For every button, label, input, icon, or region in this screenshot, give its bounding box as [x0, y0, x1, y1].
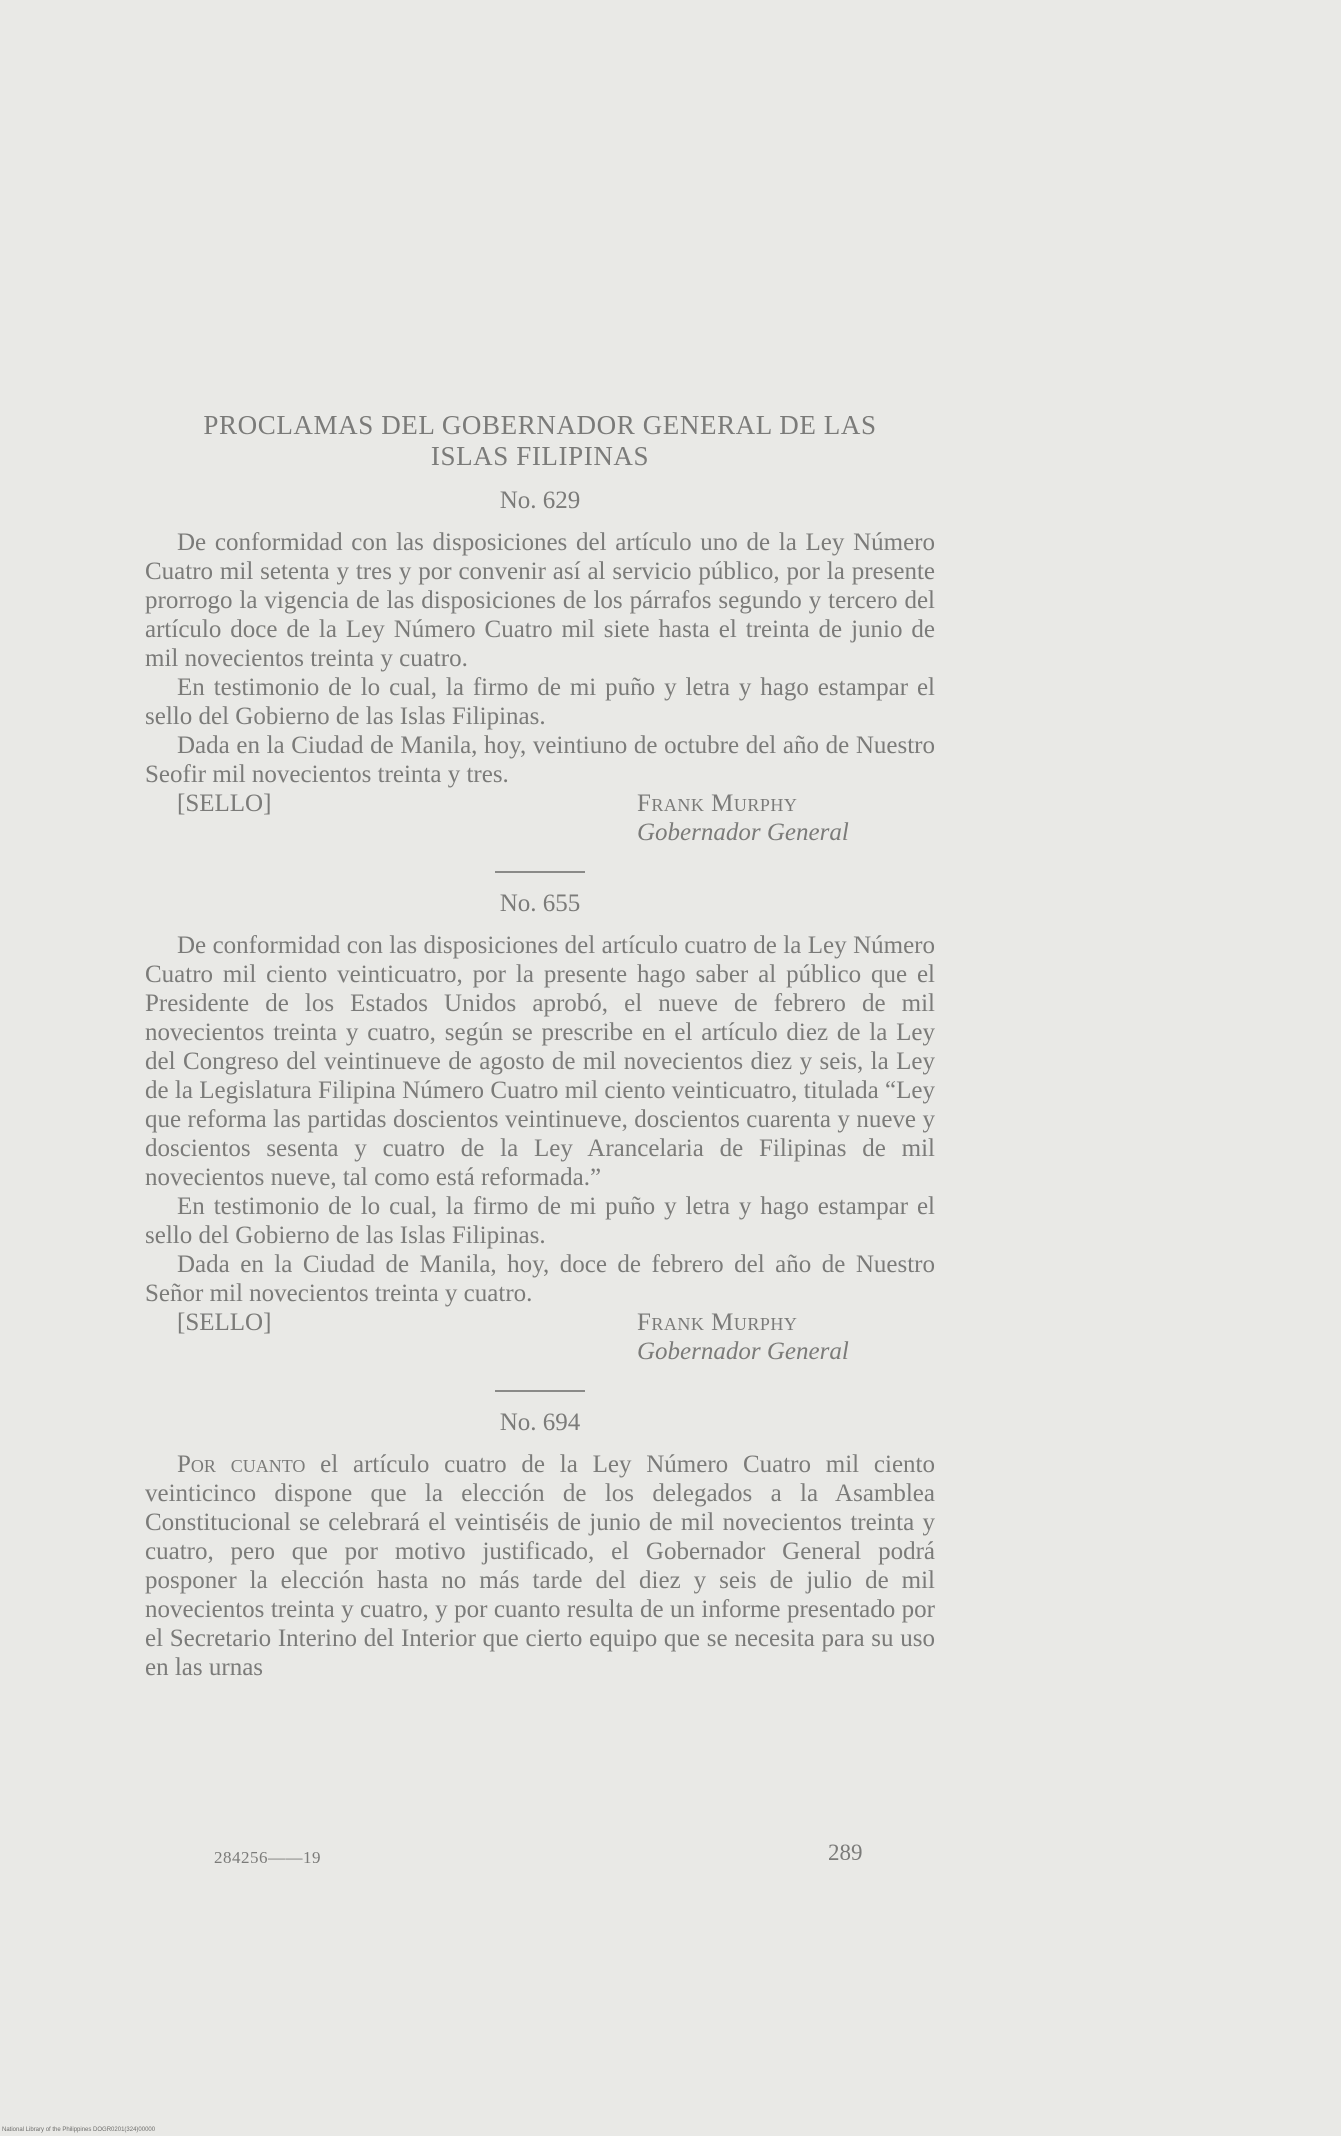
proclamation-655 [145, 889, 935, 1368]
title-line-2: ISLAS FILIPINAS [430, 441, 650, 471]
seal-mark: [SELLO] [177, 790, 272, 817]
section-divider [495, 871, 585, 873]
proclamation-paragraph [145, 1450, 935, 1682]
page-title [145, 410, 935, 472]
proclamation-paragraph: Dada en la Ciudad de Manila, hoy, doce de febrero del año de Nuestro Señor mil novecientos treinta y cuatro. [145, 1251, 935, 1307]
proclamation-number: No. 655 [499, 890, 581, 917]
signer-name: Frank Murphy [637, 790, 798, 817]
document-page [145, 410, 935, 1682]
source-stamp: National Library of the Philippines DOGR0201(324)00000 [2, 2127, 156, 2133]
proclamation-number: No. 694 [499, 1409, 581, 1436]
proclamation-694 [145, 1408, 935, 1682]
proclamation-number: No. 629 [499, 487, 581, 514]
proclamation-paragraph: En testimonio de lo cual, la firmo de mi puño y letra y hago estampar el sello del Gobierno de las Islas Filipinas. [145, 1193, 935, 1249]
print-code: 284256——19 [214, 1848, 321, 1867]
title-line-1: PROCLAMAS DEL GOBERNADOR GENERAL DE LAS [203, 410, 877, 440]
section-divider [495, 1390, 585, 1392]
signer-name: Frank Murphy [637, 1309, 798, 1336]
page-number: 289 [828, 1840, 863, 1865]
proclamation-paragraph: De conformidad con las disposiciones del artículo cuatro de la Ley Número Cuatro mil ciento veinticuatro, por la presente hago saber al público que el Presidente de los Estados Unidos aprobó, el nueve de febrero de mil novecientos treinta y cuatro, según se prescribe en el artículo diez de la Ley del Congreso del veintinueve de agosto de mil novecientos diez y seis, la Ley de la Legislatura Filipina Número Cuatro mil ciento veinticuatro, titulada “Ley que reforma las partidas doscientos veintinueve, doscientos cuarenta y nueve y doscientos sesenta y cuatro de la Ley Arancelaria de Filipinas de mil novecientos nueve, tal como está reformada.” [145, 932, 935, 1191]
lead-phrase: Por cuanto [177, 1451, 306, 1478]
seal-mark: [SELLO] [177, 1309, 272, 1336]
proclamation-paragraph: En testimonio de lo cual, la firmo de mi puño y letra y hago estampar el sello del Gobierno de las Islas Filipinas. [145, 674, 935, 730]
proclamation-paragraph: Dada en la Ciudad de Manila, hoy, veintiuno de octubre del año de Nuestro Seofir mil novecientos treinta y tres. [145, 732, 935, 788]
proclamation-paragraph: De conformidad con las disposiciones del artículo uno de la Ley Número Cuatro mil setenta y tres y por convenir así al servicio público, por la presente prorrogo la vigencia de las disposiciones de los párrafos segundo y tercero del artículo doce de la Ley Número Cuatro mil siete hasta el treinta de junio de mil novecientos treinta y cuatro. [145, 529, 935, 672]
paragraph-text: el artículo cuatro de la Ley Número Cuatro mil ciento veinticinco dispone que la elección de los delegados a la Asamblea Constitucional se celebrará el veintiséis de junio de mil novecientos treinta y cuatro, pero que por motivo justificado, el Gobernador General podrá posponer la elección hasta no más tarde del diez y seis de julio de mil novecientos treinta y cuatro, y por cuanto resulta de un informe presentado por el Secretario Interino del Interior que cierto equipo que se necesita para su uso en las urnas [145, 1451, 935, 1681]
signer-title: Gobernador General [637, 1338, 849, 1365]
signature-block [145, 789, 935, 849]
proclamation-629 [145, 486, 935, 849]
signature-block [145, 1308, 935, 1368]
signer-title: Gobernador General [637, 819, 849, 846]
